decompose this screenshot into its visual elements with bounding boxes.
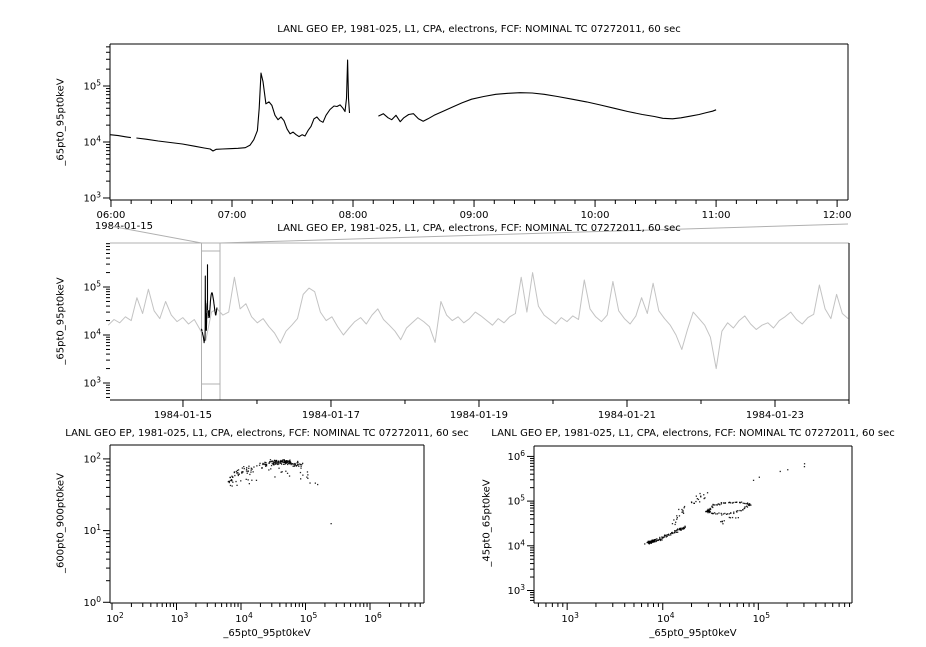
svg-text:102: $10^2$ [106,611,124,625]
svg-text:103: $10^3$ [507,582,525,597]
svg-text:12:00: 12:00 [822,210,852,221]
svg-text:1984-01-23: 1984-01-23 [745,410,805,421]
plot2-y-axis-label: _65pt0_95pt0keV [55,277,67,365]
svg-text:104: $10^4$ [507,538,525,553]
axis-ticks [83,244,849,421]
panel-context-overview[interactable] [83,224,849,421]
svg-text:106: $10^6$ [507,448,525,463]
svg-text:106: $10^6$ [364,611,382,625]
axis-ticks [83,451,420,625]
panel-timeseries-zoom[interactable] [83,44,851,232]
svg-text:1984-01-15: 1984-01-15 [153,410,213,421]
axis-ticks [83,47,851,232]
svg-text:1984-01-17: 1984-01-17 [301,410,361,421]
plot2-title: LANL GEO EP, 1981-025, L1, CPA, electrons, FCF: NOMINAL TC 07272011, 60 sec [277,223,681,234]
svg-text:105: $10^5$ [299,611,318,625]
svg-text:10:00: 10:00 [580,210,610,221]
svg-text:104: $10^4$ [656,611,675,625]
svg-text:103: $10^3$ [83,375,101,390]
svg-text:08:00: 08:00 [338,210,368,221]
plot1-y-axis-label: _65pt0_95pt0keV [55,78,67,166]
svg-text:101: $10^1$ [83,523,101,538]
svg-text:09:00: 09:00 [459,210,489,221]
plot3-title: LANL GEO EP, 1981-025, L1, CPA, electrons, FCF: NOMINAL TC 07272011, 60 sec [65,428,469,439]
plot4-y-axis-label: _45pt0_65pt0keV [481,479,493,567]
svg-text:105: $10^5$ [83,279,101,294]
svg-text:1984-01-15: 1984-01-15 [94,221,154,232]
svg-text:103: $10^3$ [83,190,101,205]
panel-scatter-45-65[interactable] [507,446,852,625]
scatter-points [644,463,805,544]
svg-text:104: $10^4$ [83,134,101,149]
scatter-points [228,459,332,524]
svg-text:105: $10^5$ [83,78,101,93]
svg-text:104: $10^4$ [83,327,101,342]
svg-text:07:00: 07:00 [217,210,247,221]
svg-text:105: $10^5$ [507,493,525,508]
plot1-title: LANL GEO EP, 1981-025, L1, CPA, electrons, FCF: NOMINAL TC 07272011, 60 sec [277,24,681,35]
plot3-x-axis-label: _65pt0_95pt0keV [223,628,311,639]
svg-text:100: $10^0$ [83,594,101,609]
svg-text:102: $10^2$ [83,451,101,466]
panel-scatter-600-900[interactable] [83,445,424,625]
plot4-title: LANL GEO EP, 1981-025, L1, CPA, electrons, FCF: NOMINAL TC 07272011, 60 sec [491,428,895,439]
axis-ticks [507,449,849,625]
plot3-y-axis-label: _600pt0_900pt0keV [55,473,67,573]
svg-text:06:00: 06:00 [96,210,126,221]
svg-text:1984-01-19: 1984-01-19 [449,410,509,421]
svg-text:1984-01-21: 1984-01-21 [597,410,657,421]
plot4-x-axis-label: _65pt0_95pt0keV [649,628,737,639]
svg-text:103: $10^3$ [170,611,189,625]
svg-text:105: $10^5$ [752,611,771,625]
svg-text:104: $10^4$ [235,611,253,625]
svg-text:11:00: 11:00 [701,210,731,221]
svg-text:103: $10^3$ [561,611,579,625]
